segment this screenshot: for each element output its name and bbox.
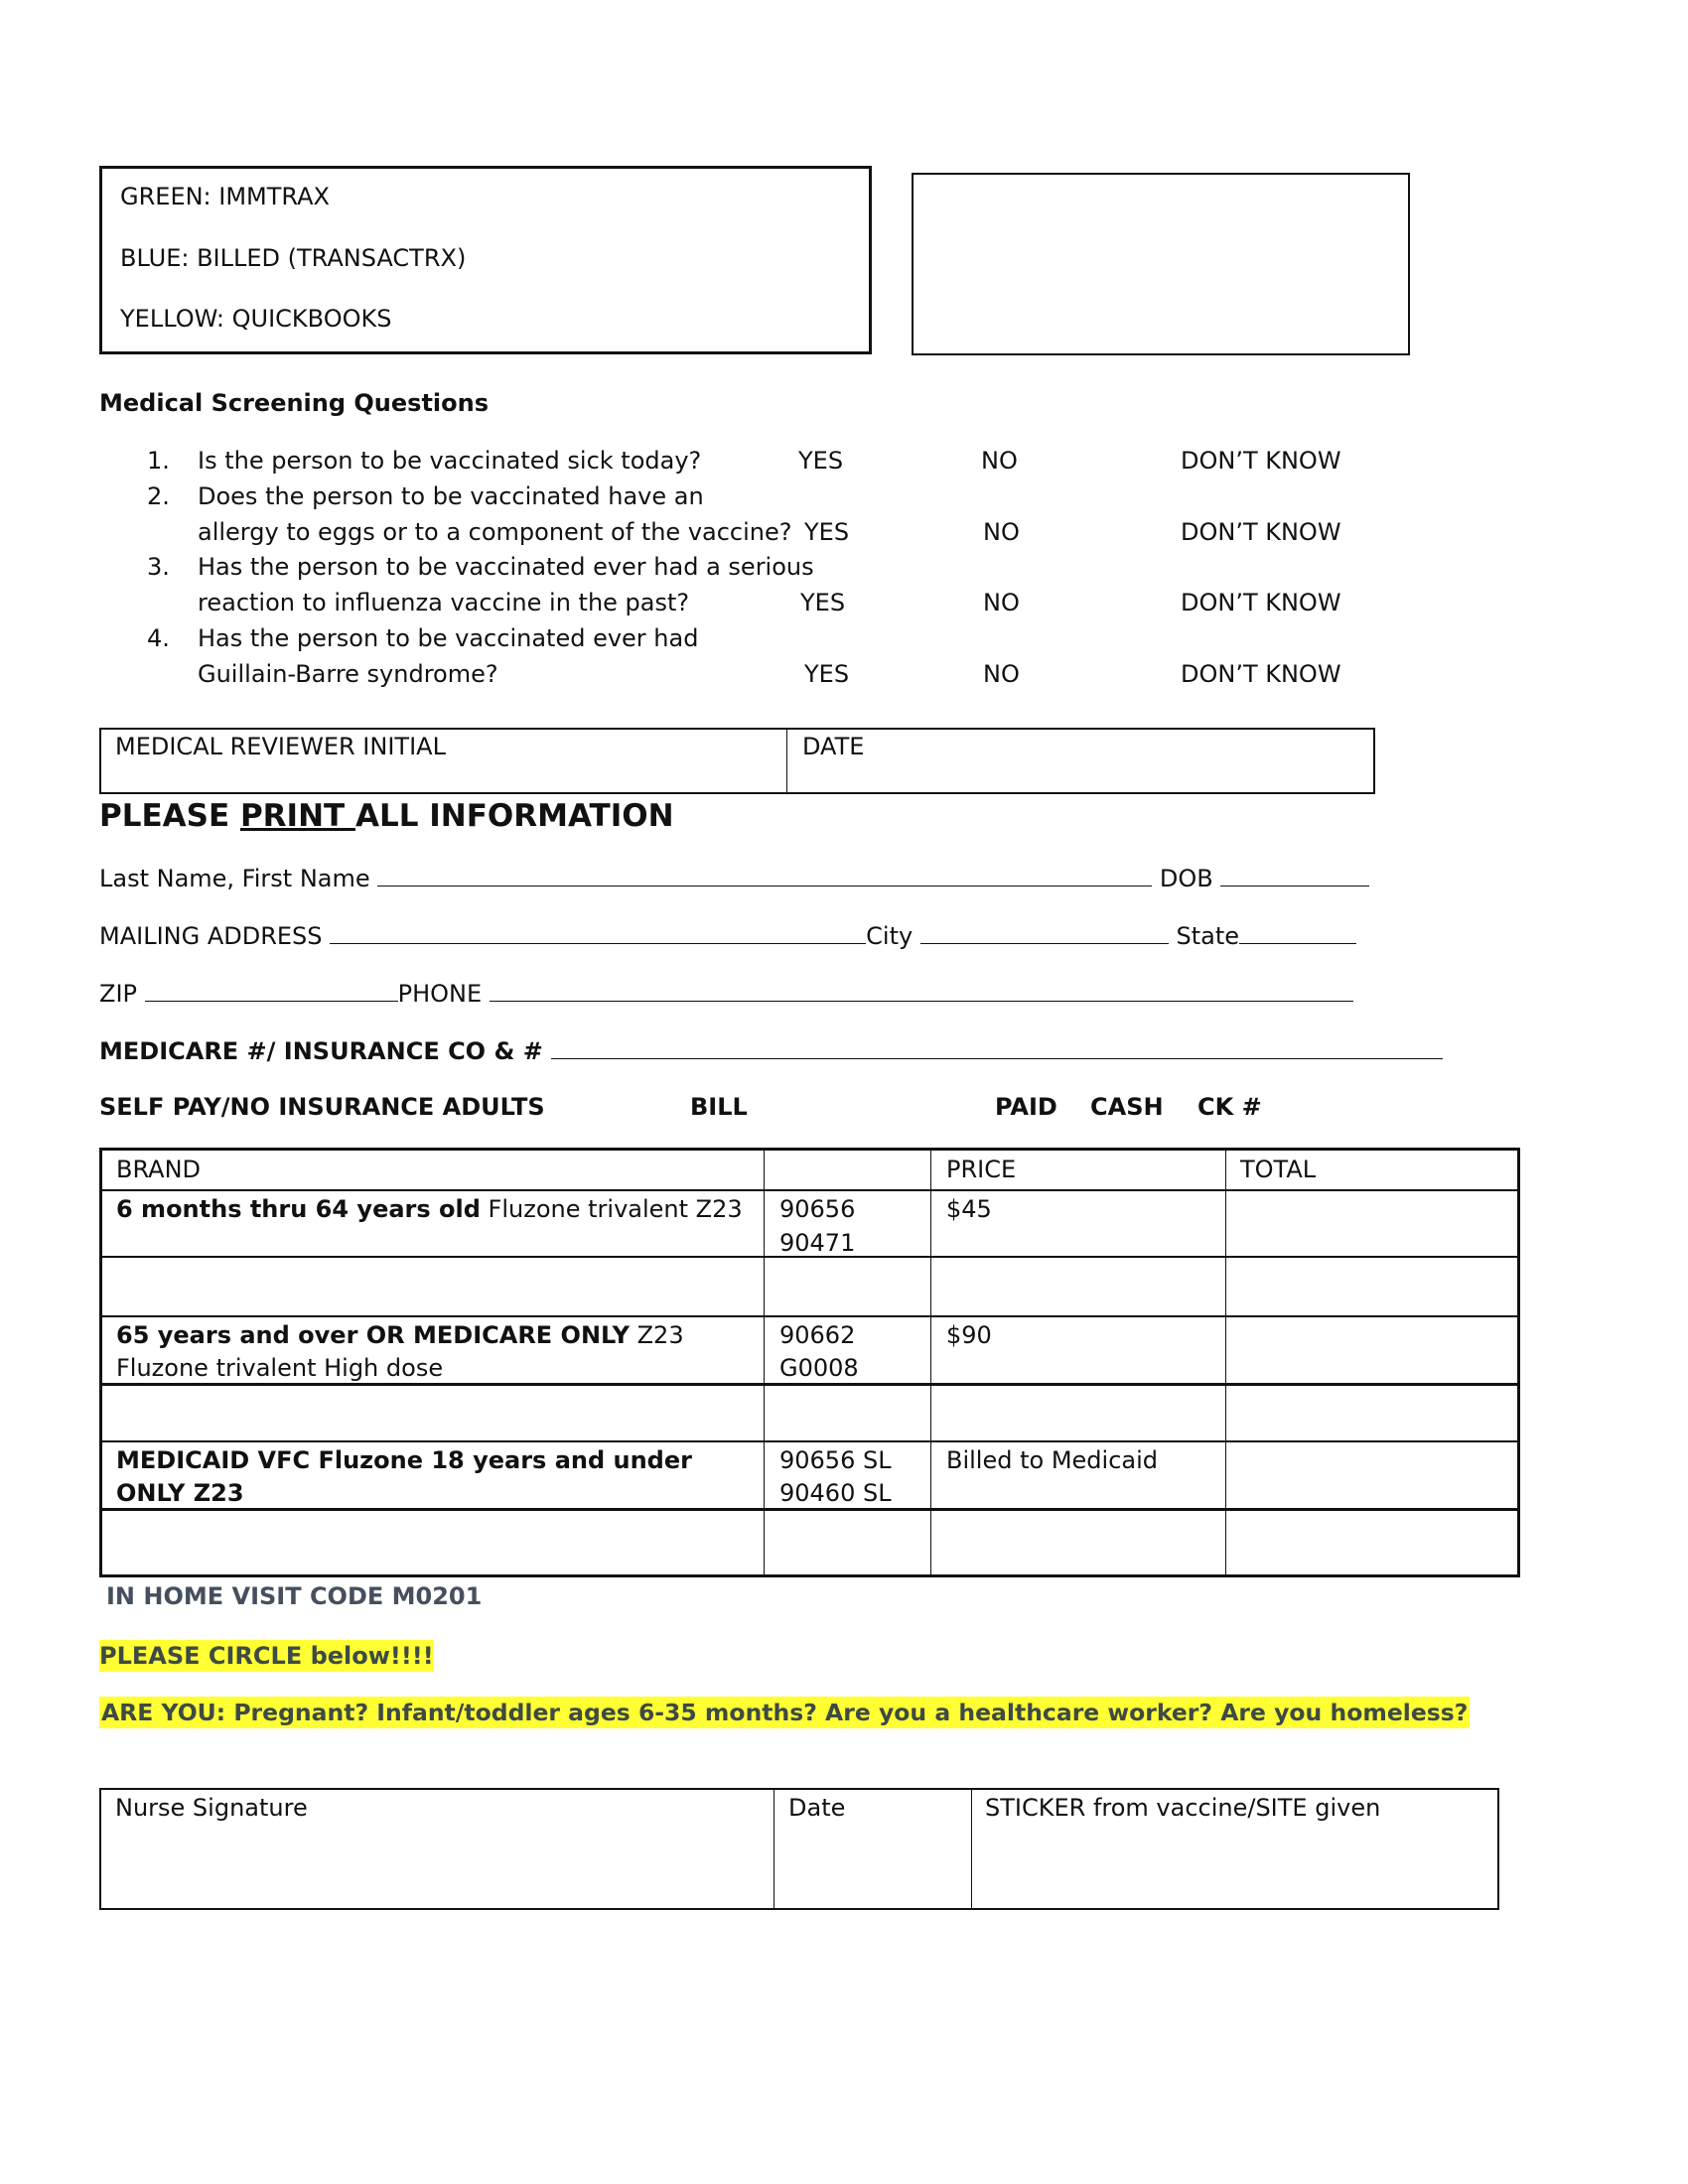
header-brand: BRAND [116,1156,202,1183]
insurance-field[interactable] [551,1036,1443,1059]
city-label: City [866,922,914,950]
q2-num: 2. [147,482,170,510]
q3-num: 3. [147,553,170,581]
dob-label: DOB [1159,865,1213,892]
row2-code-1: 90662 [779,1321,856,1349]
q1-no[interactable]: NO [981,447,1018,475]
row2-brand [116,1318,684,1352]
selfpay-bill[interactable]: BILL [690,1093,748,1121]
print-heading-underlined: PRINT [239,798,355,834]
pricing-table [99,1148,1520,1577]
q1-dont-know[interactable]: DON’T KNOW [1181,447,1341,475]
are-you-question[interactable]: ARE YOU: Pregnant? Infant/toddler ages 6-35 months? Are you a healthcare worker? Are you homeless? [101,1699,1469,1726]
q4-yes[interactable]: YES [804,660,850,688]
selfpay-paid[interactable]: PAID [995,1093,1057,1121]
q4-no[interactable]: NO [983,660,1020,688]
blank-box[interactable] [912,173,1410,355]
q3-dont-know[interactable]: DON’T KNOW [1181,589,1341,616]
q3-no[interactable]: NO [983,589,1020,616]
q3-text-2: reaction to influenza vaccine in the past? [198,589,690,616]
screening-title: Medical Screening Questions [99,389,490,417]
name-field[interactable] [377,864,1152,887]
selfpay-cash[interactable]: CASH [1090,1093,1164,1121]
row2-brand-bold: 65 years and over OR MEDICARE ONLY [116,1321,630,1349]
phone-field[interactable] [490,979,1353,1002]
address-row [99,921,1356,950]
row2-brand-normal: Z23 [629,1321,684,1349]
row1-code-1: 90656 [779,1195,856,1223]
row1-brand-normal: Fluzone trivalent Z23 [480,1195,743,1223]
legend-box [99,166,872,354]
legend-green: GREEN: IMMTRAX [120,183,330,210]
legend-blue: BLUE: BILLED (TRANSACTRX) [120,244,467,272]
print-heading-pre: PLEASE [99,798,240,834]
row2-code-2: G0008 [779,1354,859,1382]
sticker-label[interactable]: STICKER from vaccine/SITE given [985,1794,1381,1822]
q2-text: Does the person to be vaccinated have an [198,482,704,510]
phone-label: PHONE [397,980,483,1008]
q4-text-2: Guillain-Barre syndrome? [198,660,498,688]
q2-yes[interactable]: YES [804,518,850,546]
q2-text-2: allergy to eggs or to a component of the vaccine? [198,518,792,546]
reviewer-initial-label[interactable]: MEDICAL REVIEWER INITIAL [115,733,446,760]
home-visit-code: IN HOME VISIT CODE M0201 [106,1582,483,1610]
name-label: Last Name, First Name [99,865,370,892]
row3-code-2: 90460 SL [779,1479,892,1507]
q1-text: Is the person to be vaccinated sick today? [198,447,702,475]
city-field[interactable] [920,921,1169,944]
row3-brand-line2: ONLY Z23 [116,1479,244,1507]
q3-yes[interactable]: YES [800,589,846,616]
q2-dont-know[interactable]: DON’T KNOW [1181,518,1341,546]
row3-brand: MEDICAID VFC Fluzone 18 years and under [116,1446,692,1474]
selfpay-ck[interactable]: CK # [1197,1093,1262,1121]
reviewer-box [99,728,1375,794]
q1-num: 1. [147,447,170,475]
reviewer-date-label[interactable]: DATE [802,733,865,760]
insurance-label: MEDICARE #/ INSURANCE CO & # [99,1037,543,1065]
name-row [99,864,1369,892]
q4-num: 4. [147,624,170,652]
zip-field[interactable] [145,979,398,1002]
q2-no[interactable]: NO [983,518,1020,546]
state-field[interactable] [1239,921,1356,944]
circle-note: PLEASE CIRCLE below!!!! [99,1642,434,1670]
row1-brand-bold: 6 months thru 64 years old [116,1195,481,1223]
row3-price: Billed to Medicaid [946,1446,1158,1474]
selfpay-label: SELF PAY/NO INSURANCE ADULTS [99,1093,545,1121]
print-heading [99,798,674,834]
header-price: PRICE [946,1156,1017,1183]
dob-field[interactable] [1220,864,1369,887]
q4-dont-know[interactable]: DON’T KNOW [1181,660,1341,688]
row1-code-2: 90471 [779,1229,856,1257]
signature-table [99,1788,1499,1910]
insurance-row [99,1036,1443,1065]
print-heading-post: ALL INFORMATION [354,798,674,834]
row2-brand-line2: Fluzone trivalent High dose [116,1354,444,1382]
signature-date-label[interactable]: Date [788,1794,846,1822]
q3-text: Has the person to be vaccinated ever had a serious [198,553,814,581]
state-label: State [1176,922,1240,950]
zip-row [99,979,1353,1008]
row2-price: $90 [946,1321,992,1349]
nurse-signature-label[interactable]: Nurse Signature [115,1794,308,1822]
address-label: MAILING ADDRESS [99,922,323,950]
row1-price: $45 [946,1195,992,1223]
header-total: TOTAL [1240,1156,1317,1183]
row1-brand [116,1192,743,1226]
address-field[interactable] [330,921,866,944]
legend-yellow: YELLOW: QUICKBOOKS [120,305,392,333]
q1-yes[interactable]: YES [798,447,844,475]
zip-label: ZIP [99,980,137,1008]
q4-text: Has the person to be vaccinated ever had [198,624,699,652]
row3-code-1: 90656 SL [779,1446,892,1474]
